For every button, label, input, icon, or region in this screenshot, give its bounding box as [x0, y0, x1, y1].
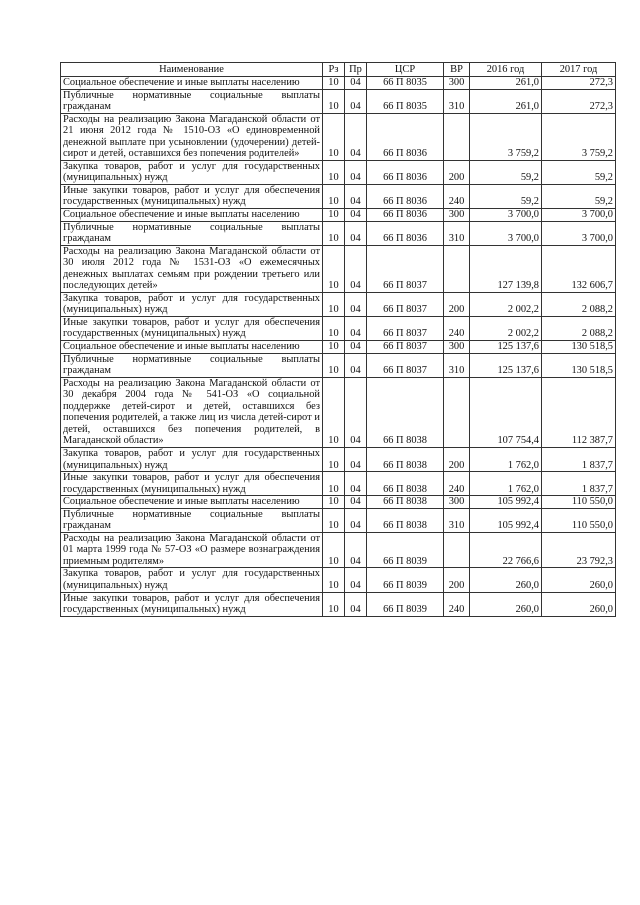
row-rz: 10: [323, 568, 345, 592]
row-amount-2016: 127 139,8: [470, 245, 542, 292]
row-amount-2017: 59,2: [542, 184, 616, 208]
header-name: Наименование: [61, 63, 323, 77]
row-name: Социальное обеспечение и иные выплаты населению: [61, 496, 323, 509]
row-csr: 66 П 8039: [367, 568, 444, 592]
row-pr: 04: [345, 568, 367, 592]
row-name: Социальное обеспечение и иные выплаты населению: [61, 209, 323, 222]
header-2017: 2017 год: [542, 63, 616, 77]
row-amount-2017: 130 518,5: [542, 341, 616, 354]
row-amount-2016: 22 766,6: [470, 532, 542, 568]
row-csr: 66 П 8036: [367, 221, 444, 245]
row-csr: 66 П 8037: [367, 245, 444, 292]
row-amount-2017: 2 088,2: [542, 316, 616, 340]
row-name: Иные закупки товаров, работ и услуг для обеспечения государственных (муниципальных) нужд: [61, 184, 323, 208]
row-amount-2017: 260,0: [542, 592, 616, 616]
row-amount-2017: 23 792,3: [542, 532, 616, 568]
row-vr: 300: [444, 341, 470, 354]
table-row: [61, 184, 616, 208]
table-row: [61, 160, 616, 184]
table-row: [61, 508, 616, 532]
row-pr: 04: [345, 532, 367, 568]
table-row: [61, 77, 616, 90]
row-rz: 10: [323, 113, 345, 160]
table-row: [61, 89, 616, 113]
table-row: [61, 221, 616, 245]
table-row: [61, 532, 616, 568]
table-row: [61, 209, 616, 222]
row-pr: 04: [345, 292, 367, 316]
row-vr: 300: [444, 77, 470, 90]
row-name: Публичные нормативные социальные выплаты гражданам: [61, 353, 323, 377]
row-rz: 10: [323, 209, 345, 222]
header-vr: ВР: [444, 63, 470, 77]
row-name: Закупка товаров, работ и услуг для государственных (муниципальных) нужд: [61, 447, 323, 471]
row-amount-2016: 260,0: [470, 568, 542, 592]
header-pr: Пр: [345, 63, 367, 77]
table-row: [61, 592, 616, 616]
row-pr: 04: [345, 89, 367, 113]
row-amount-2016: 1 762,0: [470, 472, 542, 496]
budget-table: [60, 62, 616, 617]
row-vr: 240: [444, 316, 470, 340]
row-pr: 04: [345, 113, 367, 160]
row-amount-2016: 125 137,6: [470, 341, 542, 354]
row-pr: 04: [345, 316, 367, 340]
row-pr: 04: [345, 592, 367, 616]
row-amount-2017: 3 700,0: [542, 221, 616, 245]
row-amount-2017: 112 387,7: [542, 377, 616, 447]
row-amount-2016: 105 992,4: [470, 496, 542, 509]
row-pr: 04: [345, 245, 367, 292]
row-vr: 240: [444, 184, 470, 208]
row-name: Публичные нормативные социальные выплаты гражданам: [61, 221, 323, 245]
row-pr: 04: [345, 341, 367, 354]
row-amount-2017: 272,3: [542, 77, 616, 90]
row-amount-2016: 2 002,2: [470, 292, 542, 316]
row-name: Иные закупки товаров, работ и услуг для обеспечения государственных (муниципальных) нужд: [61, 472, 323, 496]
row-csr: 66 П 8039: [367, 532, 444, 568]
row-amount-2016: 3 700,0: [470, 221, 542, 245]
table-row: [61, 341, 616, 354]
row-amount-2017: 110 550,0: [542, 496, 616, 509]
table-row: [61, 316, 616, 340]
row-amount-2016: 261,0: [470, 89, 542, 113]
row-vr: 310: [444, 508, 470, 532]
row-vr: 310: [444, 353, 470, 377]
row-rz: 10: [323, 496, 345, 509]
row-vr: 300: [444, 209, 470, 222]
row-rz: 10: [323, 341, 345, 354]
row-rz: 10: [323, 377, 345, 447]
row-amount-2016: 260,0: [470, 592, 542, 616]
header-csr: ЦСР: [367, 63, 444, 77]
row-rz: 10: [323, 89, 345, 113]
row-amount-2017: 110 550,0: [542, 508, 616, 532]
row-name: Публичные нормативные социальные выплаты гражданам: [61, 89, 323, 113]
row-rz: 10: [323, 160, 345, 184]
row-amount-2017: 1 837,7: [542, 472, 616, 496]
table-header: [61, 63, 616, 77]
row-csr: 66 П 8037: [367, 353, 444, 377]
row-csr: 66 П 8036: [367, 160, 444, 184]
row-vr: 200: [444, 568, 470, 592]
row-pr: 04: [345, 377, 367, 447]
row-vr: 310: [444, 89, 470, 113]
document-page: [60, 62, 615, 617]
row-rz: 10: [323, 447, 345, 471]
row-rz: 10: [323, 472, 345, 496]
row-pr: 04: [345, 508, 367, 532]
row-vr: [444, 113, 470, 160]
row-rz: 10: [323, 592, 345, 616]
row-rz: 10: [323, 353, 345, 377]
row-csr: 66 П 8037: [367, 316, 444, 340]
table-row: [61, 377, 616, 447]
row-csr: 66 П 8038: [367, 508, 444, 532]
row-csr: 66 П 8036: [367, 113, 444, 160]
header-row: [61, 63, 616, 77]
row-csr: 66 П 8038: [367, 377, 444, 447]
table-body: [61, 77, 616, 617]
table-row: [61, 447, 616, 471]
row-rz: 10: [323, 77, 345, 90]
row-name: Закупка товаров, работ и услуг для государственных (муниципальных) нужд: [61, 568, 323, 592]
row-amount-2017: 1 837,7: [542, 447, 616, 471]
row-pr: 04: [345, 184, 367, 208]
row-csr: 66 П 8036: [367, 209, 444, 222]
row-csr: 66 П 8037: [367, 292, 444, 316]
table-row: [61, 568, 616, 592]
row-pr: 04: [345, 160, 367, 184]
row-pr: 04: [345, 221, 367, 245]
row-amount-2016: 3 700,0: [470, 209, 542, 222]
row-rz: 10: [323, 292, 345, 316]
row-amount-2017: 272,3: [542, 89, 616, 113]
table-row: [61, 353, 616, 377]
row-csr: 66 П 8038: [367, 496, 444, 509]
row-pr: 04: [345, 447, 367, 471]
row-amount-2016: 1 762,0: [470, 447, 542, 471]
row-pr: 04: [345, 353, 367, 377]
row-name: Расходы на реализацию Закона Магаданской области от 30 июля 2012 года № 1531-ОЗ «О ежемесячных денежных выплатах семьям при рождении третьего или последующих детей»: [61, 245, 323, 292]
row-pr: 04: [345, 77, 367, 90]
row-vr: 240: [444, 472, 470, 496]
row-amount-2016: 2 002,2: [470, 316, 542, 340]
row-vr: [444, 377, 470, 447]
row-name: Публичные нормативные социальные выплаты гражданам: [61, 508, 323, 532]
row-rz: 10: [323, 245, 345, 292]
table-row: [61, 113, 616, 160]
row-csr: 66 П 8035: [367, 89, 444, 113]
row-csr: 66 П 8039: [367, 592, 444, 616]
row-name: Расходы на реализацию Закона Магаданской области от 01 марта 1999 года № 57-ОЗ «О размере вознаграждения приемным родителям»: [61, 532, 323, 568]
row-amount-2017: 3 700,0: [542, 209, 616, 222]
row-vr: 310: [444, 221, 470, 245]
row-csr: 66 П 8035: [367, 77, 444, 90]
row-vr: 200: [444, 160, 470, 184]
header-rz: Рз: [323, 63, 345, 77]
row-name: Социальное обеспечение и иные выплаты населению: [61, 77, 323, 90]
row-rz: 10: [323, 184, 345, 208]
row-name: Расходы на реализацию Закона Магаданской области от 21 июня 2012 года № 1510-ОЗ «О единовременной денежной выплате при усыновлении (удочерении) детей-сирот и детей, оставшихся без попечения родителей»: [61, 113, 323, 160]
row-csr: 66 П 8038: [367, 447, 444, 471]
row-amount-2016: 261,0: [470, 77, 542, 90]
row-amount-2016: 125 137,6: [470, 353, 542, 377]
table-row: [61, 496, 616, 509]
table-row: [61, 292, 616, 316]
row-pr: 04: [345, 209, 367, 222]
row-pr: 04: [345, 472, 367, 496]
row-amount-2016: 3 759,2: [470, 113, 542, 160]
row-vr: 300: [444, 496, 470, 509]
table-row: [61, 245, 616, 292]
row-amount-2016: 59,2: [470, 184, 542, 208]
row-vr: [444, 532, 470, 568]
row-amount-2016: 107 754,4: [470, 377, 542, 447]
row-name: Иные закупки товаров, работ и услуг для обеспечения государственных (муниципальных) нужд: [61, 316, 323, 340]
row-vr: 200: [444, 292, 470, 316]
row-name: Социальное обеспечение и иные выплаты населению: [61, 341, 323, 354]
row-amount-2017: 132 606,7: [542, 245, 616, 292]
row-amount-2017: 130 518,5: [542, 353, 616, 377]
row-rz: 10: [323, 316, 345, 340]
row-csr: 66 П 8037: [367, 341, 444, 354]
row-rz: 10: [323, 221, 345, 245]
row-name: Расходы на реализацию Закона Магаданской области от 30 декабря 2004 года № 541-ОЗ «О социальной поддержке детей-сирот и детей, оставшихся без попечения родителей, а также лиц из числа детей-сирот и детей, оставшихся без попечения родителей, в Магаданской области»: [61, 377, 323, 447]
row-name: Иные закупки товаров, работ и услуг для обеспечения государственных (муниципальных) нужд: [61, 592, 323, 616]
row-csr: 66 П 8038: [367, 472, 444, 496]
row-amount-2017: 59,2: [542, 160, 616, 184]
header-2016: 2016 год: [470, 63, 542, 77]
row-pr: 04: [345, 496, 367, 509]
row-amount-2017: 2 088,2: [542, 292, 616, 316]
row-vr: 240: [444, 592, 470, 616]
row-csr: 66 П 8036: [367, 184, 444, 208]
row-name: Закупка товаров, работ и услуг для государственных (муниципальных) нужд: [61, 292, 323, 316]
row-amount-2016: 105 992,4: [470, 508, 542, 532]
table-row: [61, 472, 616, 496]
row-rz: 10: [323, 532, 345, 568]
row-vr: 200: [444, 447, 470, 471]
row-vr: [444, 245, 470, 292]
row-amount-2017: 3 759,2: [542, 113, 616, 160]
row-rz: 10: [323, 508, 345, 532]
row-amount-2017: 260,0: [542, 568, 616, 592]
row-amount-2016: 59,2: [470, 160, 542, 184]
row-name: Закупка товаров, работ и услуг для государственных (муниципальных) нужд: [61, 160, 323, 184]
